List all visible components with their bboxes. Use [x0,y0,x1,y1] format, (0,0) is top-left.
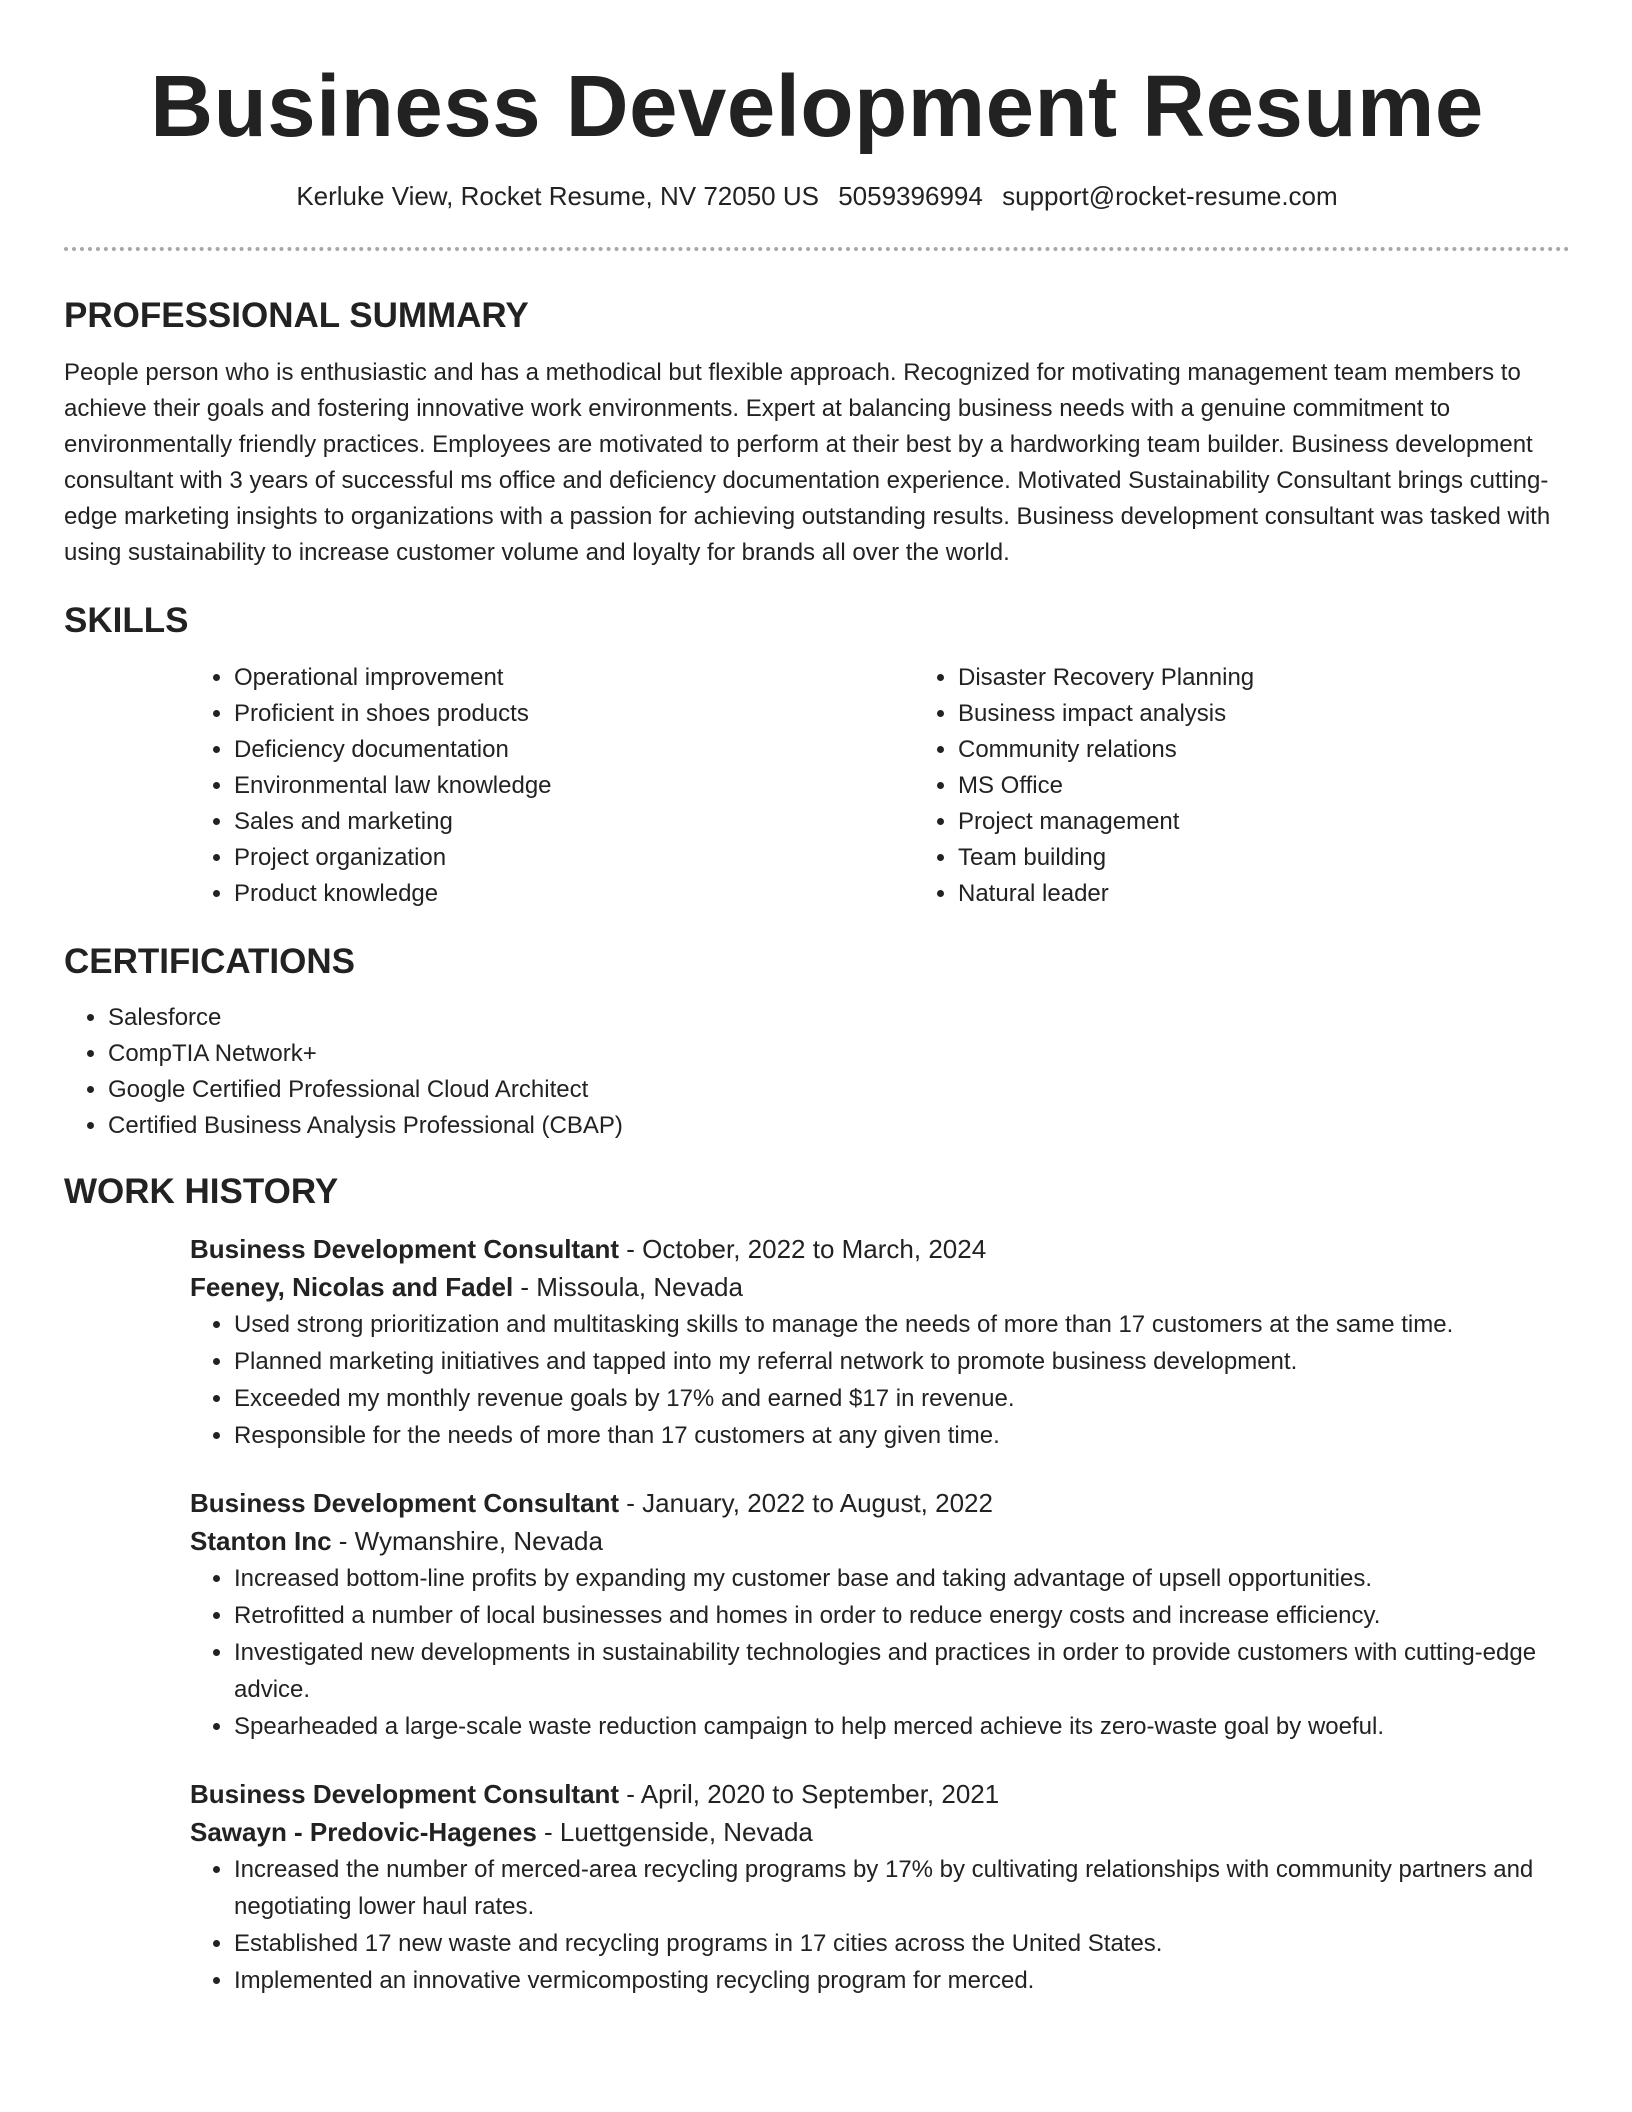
job-company-line [190,1813,1570,1851]
certification-item: • CompTIA Network+ [108,1036,1570,1072]
job-entry [190,1484,1570,1745]
skill-item: • Deficiency documentation [234,732,914,768]
skill-item: • Team building [958,840,1632,876]
skill-item: • Sales and marketing [234,804,914,840]
certification-item: • Certified Business Analysis Professional (CBAP) [108,1108,1570,1144]
job-bullet: • Planned marketing initiatives and tapped into my referral network to promote business development. [234,1343,1570,1380]
job-bullet: • Responsible for the needs of more than 17 customers at any given time. [234,1417,1570,1454]
certification-item: • Salesforce [108,1000,1570,1036]
skill-item: • Environmental law knowledge [234,768,914,804]
job-company-line [190,1268,1570,1306]
certifications-section [64,940,1570,1144]
job-title: Business Development Consultant [190,1234,620,1264]
resume-page [64,0,1570,1999]
skills-list-left [190,660,914,912]
summary-section [64,294,1570,571]
job-bullet: • Established 17 new waste and recycling programs in 17 cities across the United States. [234,1925,1570,1962]
job-entry [190,1230,1570,1454]
job-bullet: • Investigated new developments in sustainability technologies and practices in order to provide customers with cutting-edge advice. [234,1634,1570,1708]
job-dates: - January, 2022 to August, 2022 [619,1488,993,1518]
skill-item: • Project management [958,804,1632,840]
job-bullet: • Used strong prioritization and multitasking skills to manage the needs of more than 17 customers at the same time. [234,1306,1570,1343]
job-title-line [190,1775,1570,1813]
job-bullets [64,1306,1570,1454]
job-dates: - April, 2020 to September, 2021 [619,1779,1000,1809]
section-heading-certifications: CERTIFICATIONS [64,942,356,981]
job-bullet: • Implemented an innovative vermicomposting recycling program for merced. [234,1962,1570,1999]
skills-columns [190,660,1570,912]
skill-item: • Community relations [958,732,1632,768]
skill-item: • Project organization [234,840,914,876]
skill-item: • Disaster Recovery Planning [958,660,1632,696]
contact-line [64,178,1570,214]
job-bullet: • Increased the number of merced-area recycling programs by 17% by cultivating relationships with community partners and negotiating lower haul rates. [234,1851,1570,1925]
contact-address: Kerluke View, Rocket Resume, NV 72050 US [296,181,819,211]
job-title-line [190,1484,1570,1522]
certification-item: • Google Certified Professional Cloud Architect [108,1072,1570,1108]
job-dates: - October, 2022 to March, 2024 [619,1234,987,1264]
skill-item: • MS Office [958,768,1632,804]
section-heading-summary: PROFESSIONAL SUMMARY [64,296,529,335]
skill-item: • Proficient in shoes products [234,696,914,732]
job-location: - Wymanshire, Nevada [331,1526,603,1556]
skill-item: • Operational improvement [234,660,914,696]
job-bullets [64,1560,1570,1745]
skills-list-right [914,660,1632,912]
job-bullet: • Exceeded my monthly revenue goals by 17% and earned $17 in revenue. [234,1380,1570,1417]
job-title: Business Development Consultant [190,1488,620,1518]
job-entry [190,1775,1570,1999]
job-bullet: • Spearheaded a large-scale waste reduction campaign to help merced achieve its zero-waste goal by woeful. [234,1708,1570,1745]
summary-text: People person who is enthusiastic and has a methodical but flexible approach. Recognized for motivating management team members to achieve their goals and fostering innovative work environments. Expert at balancing business needs with a genuine commitment to environmentally friendly practices. Employees are motivated to perform at their best by a hardworking team builder. Business development consultant with 3 years of successful ms office and deficiency documentation experience. Motivated Sustainability Consultant brings cutting-edge marketing insights to organizations with a passion for achieving outstanding results. Business development consultant was tasked with using sustainability to increase customer volume and loyalty for brands all over the world. [64,359,1551,566]
job-company: Feeney, Nicolas and Fadel [190,1272,514,1302]
job-company: Sawayn - Predovic-Hagenes [190,1817,537,1847]
section-heading-skills: SKILLS [64,601,189,640]
job-bullet: • Retrofitted a number of local businesses and homes in order to reduce energy costs and increase efficiency. [234,1597,1570,1634]
section-heading-work-history: WORK HISTORY [64,1172,339,1211]
job-company-line [190,1522,1570,1560]
job-bullets [64,1851,1570,1999]
contact-phone: 5059396994 [838,181,983,211]
work-history-section [64,1170,1570,1999]
job-location: - Missoula, Nevada [513,1272,743,1302]
job-company: Stanton Inc [190,1526,332,1556]
contact-email: support@rocket-resume.com [1002,181,1338,211]
job-bullet: • Increased bottom-line profits by expanding my customer base and taking advantage of upsell opportunities. [234,1560,1570,1597]
skills-section [64,599,1570,912]
certifications-list [64,1000,1570,1144]
skill-item: • Product knowledge [234,876,914,912]
skill-item: • Business impact analysis [958,696,1632,732]
job-location: - Luettgenside, Nevada [536,1817,813,1847]
skill-item: • Natural leader [958,876,1632,912]
header-divider [64,247,1570,251]
resume-title: Business Development Resume [150,58,1484,155]
job-title: Business Development Consultant [190,1779,620,1809]
job-title-line [190,1230,1570,1268]
